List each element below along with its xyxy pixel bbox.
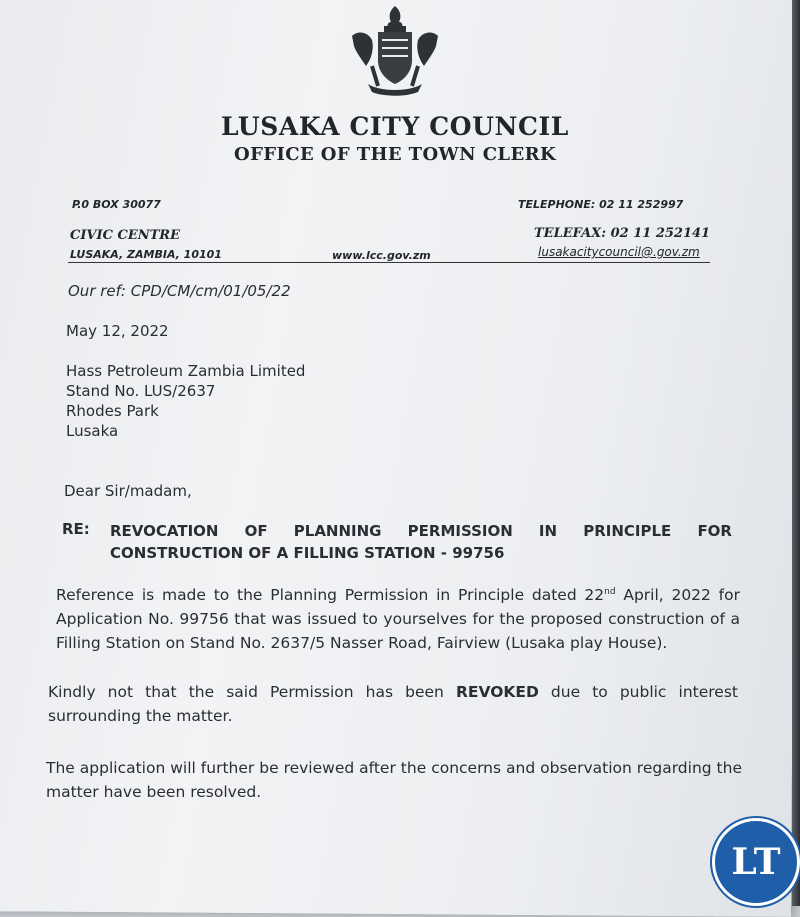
revoked-emphasis: REVOKED <box>455 683 539 701</box>
org-name: LUSAKA CITY COUNCIL <box>221 112 569 141</box>
coat-of-arms-icon <box>344 0 446 100</box>
paragraph-reference: Reference is made to the Planning Permission in Principle dated 22nd April, 2022 for Application No. 99756 that was issued to yourselves for the proposed construction of a Filling Station on Stand No. 2637/5 Nasser Road, Fairview (Lusaka play House). <box>56 586 740 653</box>
office-name: OFFICE OF THE TOWN CLERK <box>234 144 556 165</box>
email-link: lusakacitycouncil@.gov.zm <box>538 245 700 259</box>
website-link: www.lcc.gov.zm <box>332 249 431 262</box>
subject-line-2: CONSTRUCTION OF A FILLING STATION - 99756 <box>110 544 505 562</box>
subject-label: RE: <box>62 520 90 538</box>
our-ref: Our ref: CPD/CM/cm/01/05/22 <box>68 282 291 300</box>
po-box: P.0 BOX 30077 <box>72 198 161 211</box>
telefax: TELEFAX: 02 11 252141 <box>534 226 711 241</box>
recipient-line: Hass Petroleum Zambia Limited <box>66 362 306 380</box>
recipient-line: Lusaka <box>66 422 119 440</box>
letterhead-divider <box>68 262 710 263</box>
city-address: LUSAKA, ZAMBIA, 10101 <box>70 248 222 261</box>
telephone: TELEPHONE: 02 11 252997 <box>518 198 684 211</box>
civic-centre: CIVIC CENTRE <box>70 228 180 243</box>
recipient-line: Rhodes Park <box>66 402 159 420</box>
lt-watermark-logo: LT <box>712 818 800 906</box>
salutation: Dear Sir/madam, <box>64 482 192 500</box>
letter-date: May 12, 2022 <box>66 322 169 340</box>
paragraph-review: The application will further be reviewed after the concerns and observation regarding the matter have been resolved. <box>46 759 742 801</box>
subject-heading <box>110 520 732 564</box>
page-edge-shadow <box>792 0 800 906</box>
paragraph-revoked: Kindly not that the said Permission has been REVOKED due to public interest surrounding the matter. <box>48 683 738 725</box>
subject-line-1: REVOCATION OF PLANNING PERMISSION IN PRINCIPLE FOR <box>110 522 732 540</box>
recipient-line: Stand No. LUS/2637 <box>66 382 216 400</box>
